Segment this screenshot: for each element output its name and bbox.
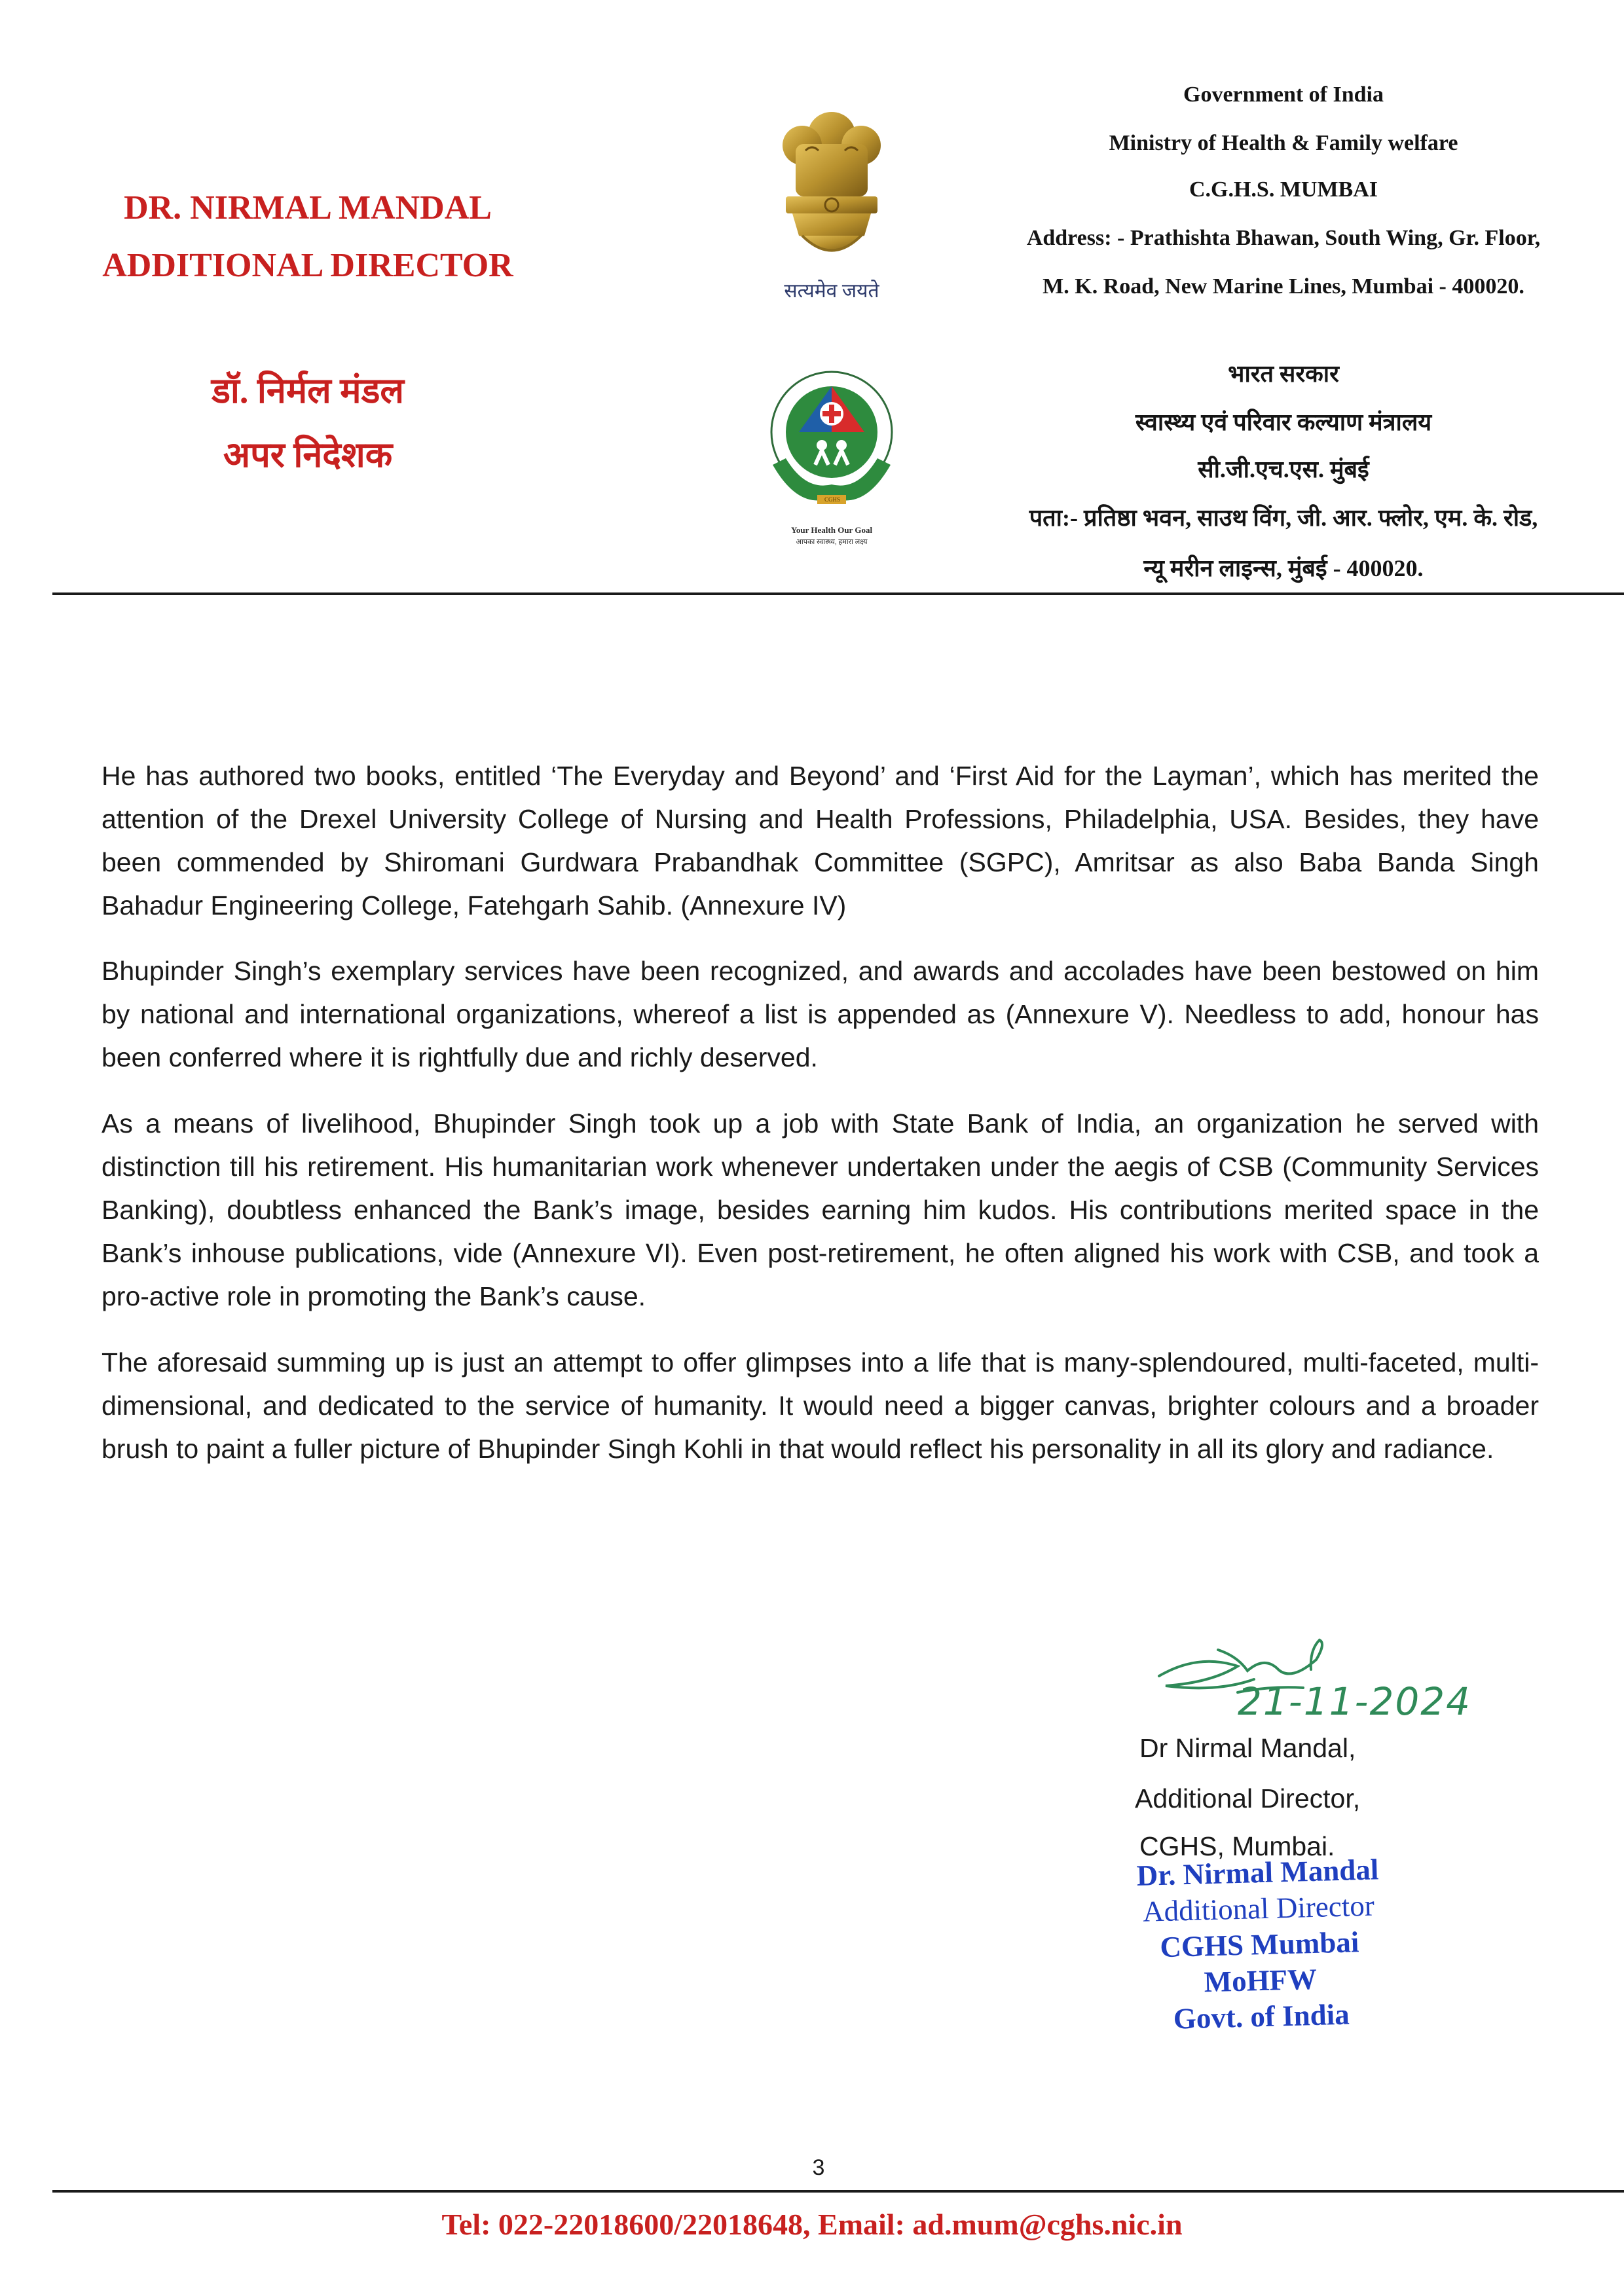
officer-name-en: DR. NIRMAL MANDAL: [124, 189, 492, 227]
header-hi-line-4: पता:- प्रतिष्ठा भवन, साउथ विंग, जी. आर. फ्लोर, एम. के. रोड,: [1029, 505, 1538, 531]
handwritten-signature: [1139, 1630, 1545, 1728]
national-emblem: [766, 105, 897, 308]
body-paragraph-3: As a means of livelihood, Bhupinder Singh took up a job with State Bank of India, an organization he served with distinction till his retirement. His humanitarian work whenever undertaken under the aegis of CSB (Community Services Banking), doubtless enhanced the Bank’s image, besides earning him kudos. His contributions merited space in the Bank’s inhouse publications, vide (Annexure VI). Even post-retirement, he often aligned his work with CSB, and took a pro-active role in promoting the Bank’s cause.: [101, 1108, 1539, 1311]
body-paragraph-2: Bhupinder Singh’s exemplary services have been recognized, and awards and accolades have been bestowed on him by national and international organizations, whereof a list is appended as (Annexure V). Needless to add, honour has been conferred where it is rightfully due and richly deserved.: [101, 956, 1539, 1072]
signatory-name: Dr Nirmal Mandal,: [1139, 1733, 1356, 1763]
header-en-line-4: Address: - Prathishta Bhawan, South Wing, Gr. Floor,: [1026, 226, 1541, 250]
footer-divider: [52, 2190, 1624, 2193]
stamp-line-5: Govt. of India: [1173, 1997, 1350, 2035]
stamp-line-3: CGHS Mumbai: [1159, 1925, 1359, 1964]
officer-title-en: ADDITIONAL DIRECTOR: [102, 247, 513, 284]
cghs-logo-tagline-hi: आपका स्वास्थ्य, हमारा लक्ष्य: [796, 538, 868, 546]
ashoka-lion-capital-icon: [766, 105, 897, 275]
page-number: 3: [812, 2155, 825, 2180]
cghs-logo-tagline-en: Your Health Our Goal: [790, 525, 873, 535]
signatory-title: Additional Director,: [1135, 1783, 1361, 1813]
header-hi-line-1: भारत सरकार: [1228, 361, 1339, 387]
cghs-logo: [760, 367, 904, 563]
header-en-line-2: Ministry of Health & Family welfare: [1109, 131, 1458, 155]
handwritten-date: 21-11-2024: [1238, 1679, 1472, 1724]
header-hi-line-5: न्यू मरीन लाइन्स, मुंबई - 400020.: [1143, 555, 1424, 581]
emblem-motto: सत्यमेव जयते: [784, 280, 879, 302]
header-en-line-1: Government of India: [1183, 82, 1384, 107]
stamp-line-4: MoHFW: [1203, 1962, 1318, 1999]
body-paragraph-4: The aforesaid summing up is just an attempt to offer glimpses into a life that is many-splendoured, multi-faceted, multi-dimensional, and dedicated to the service of humanity. It would need a bigger canvas, brighter colours and a broader brush to paint a fuller picture of Bhupinder Singh Kohli in that would reflect his personality in all its glory and radiance.: [101, 1347, 1539, 1464]
header-en-line-5: M. K. Road, New Marine Lines, Mumbai - 400020.: [1043, 274, 1524, 299]
officer-title-hi: अपर निदेशक: [223, 435, 393, 475]
cghs-logo-abbr: CGHS: [824, 496, 840, 503]
header-divider: [52, 592, 1624, 595]
stamp-line-2: Additional Director: [1142, 1889, 1375, 1928]
header-en-line-3: C.G.H.S. MUMBAI: [1189, 177, 1378, 202]
header-hi-line-2: स्वास्थ्य एवं परिवार कल्याण मंत्रालय: [1135, 409, 1432, 435]
header-hi-line-3: सी.जी.एच.एस. मुंबई: [1198, 456, 1369, 483]
footer-contact: Tel: 022-22018600/22018648, Email: ad.mum@cghs.nic.in: [441, 2208, 1183, 2241]
official-stamp: [1087, 1853, 1432, 2046]
body-paragraph-1: He has authored two books, entitled ‘The Everyday and Beyond’ and ‘First Aid for the Layman’, which has merited the attention of the Drexel University College of Nursing and Health Professions, Philadelphia, USA. Besides, they have been commended by Shiromani Gurdwara Prabandhak Committee (SGPC), Amritsar as also Baba Banda Singh Bahadur Engineering College, Fatehgarh Sahib. (Annexure IV): [101, 761, 1539, 920]
officer-name-hi: डॉ. निर्मल मंडल: [211, 371, 405, 410]
signatory-office: CGHS, Mumbai.: [1139, 1831, 1335, 1861]
stamp-line-1: Dr. Nirmal Mandal: [1136, 1853, 1379, 1893]
